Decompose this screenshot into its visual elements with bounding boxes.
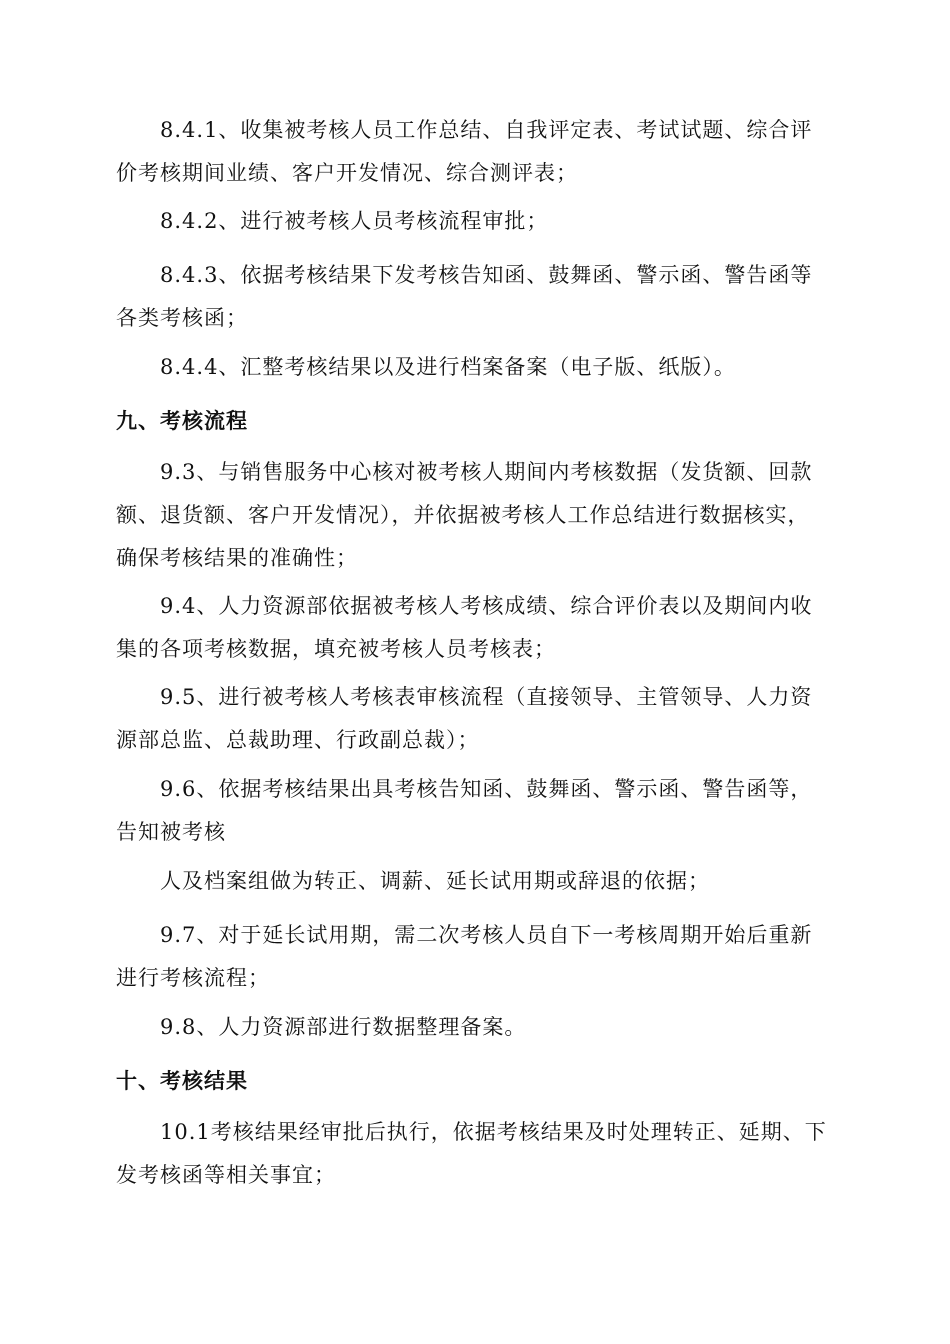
paragraph-8-4-4: 8.4.4、汇整考核结果以及进行档案备案（电子版、纸版）。 xyxy=(160,355,736,379)
paragraph-9-5: 9.5、进行被考核人考核表审核流程（直接领导、主管领导、人力资源部总监、总裁助理、行政副总裁）； xyxy=(116,685,813,752)
section-10-heading: 十、考核结果 xyxy=(116,1069,248,1093)
paragraph-9-4: 9.4、人力资源部依据被考核人考核成绩、综合评价表以及期间内收集的各项考核数据，填充被考核人员考核表； xyxy=(116,594,813,661)
paragraph-9-6: 9.6、依据考核结果出具考核告知函、鼓舞函、警示函、警告函等，告知被考核 xyxy=(116,777,813,844)
paragraph-8-4-3: 8.4.3、依据考核结果下发考核告知函、鼓舞函、警示函、警告函等各类考核函； xyxy=(116,263,813,330)
paragraph-9-6-continued: 人及档案组做为转正、调薪、延长试用期或辞退的依据； xyxy=(160,869,710,893)
section-9-heading: 九、考核流程 xyxy=(116,409,248,433)
paragraph-8-4-2: 8.4.2、进行被考核人员考核流程审批； xyxy=(160,209,549,233)
paragraph-10-1: 10.1考核结果经审批后执行，依据考核结果及时处理转正、延期、下发考核函等相关事宜； xyxy=(116,1120,827,1187)
paragraph-9-3: 9.3、与销售服务中心核对被考核人期间内考核数据（发货额、回款额、退货额、客户开发情况），并依据被考核人工作总结进行数据核实，确保考核结果的准确性； xyxy=(116,460,813,570)
paragraph-9-7: 9.7、对于延长试用期，需二次考核人员自下一考核周期开始后重新进行考核流程； xyxy=(116,923,813,990)
paragraph-9-8: 9.8、人力资源部进行数据整理备案。 xyxy=(160,1015,527,1039)
paragraph-8-4-1: 8.4.1、收集被考核人员工作总结、自我评定表、考试试题、综合评价考核期间业绩、客户开发情况、综合测评表； xyxy=(116,118,813,185)
